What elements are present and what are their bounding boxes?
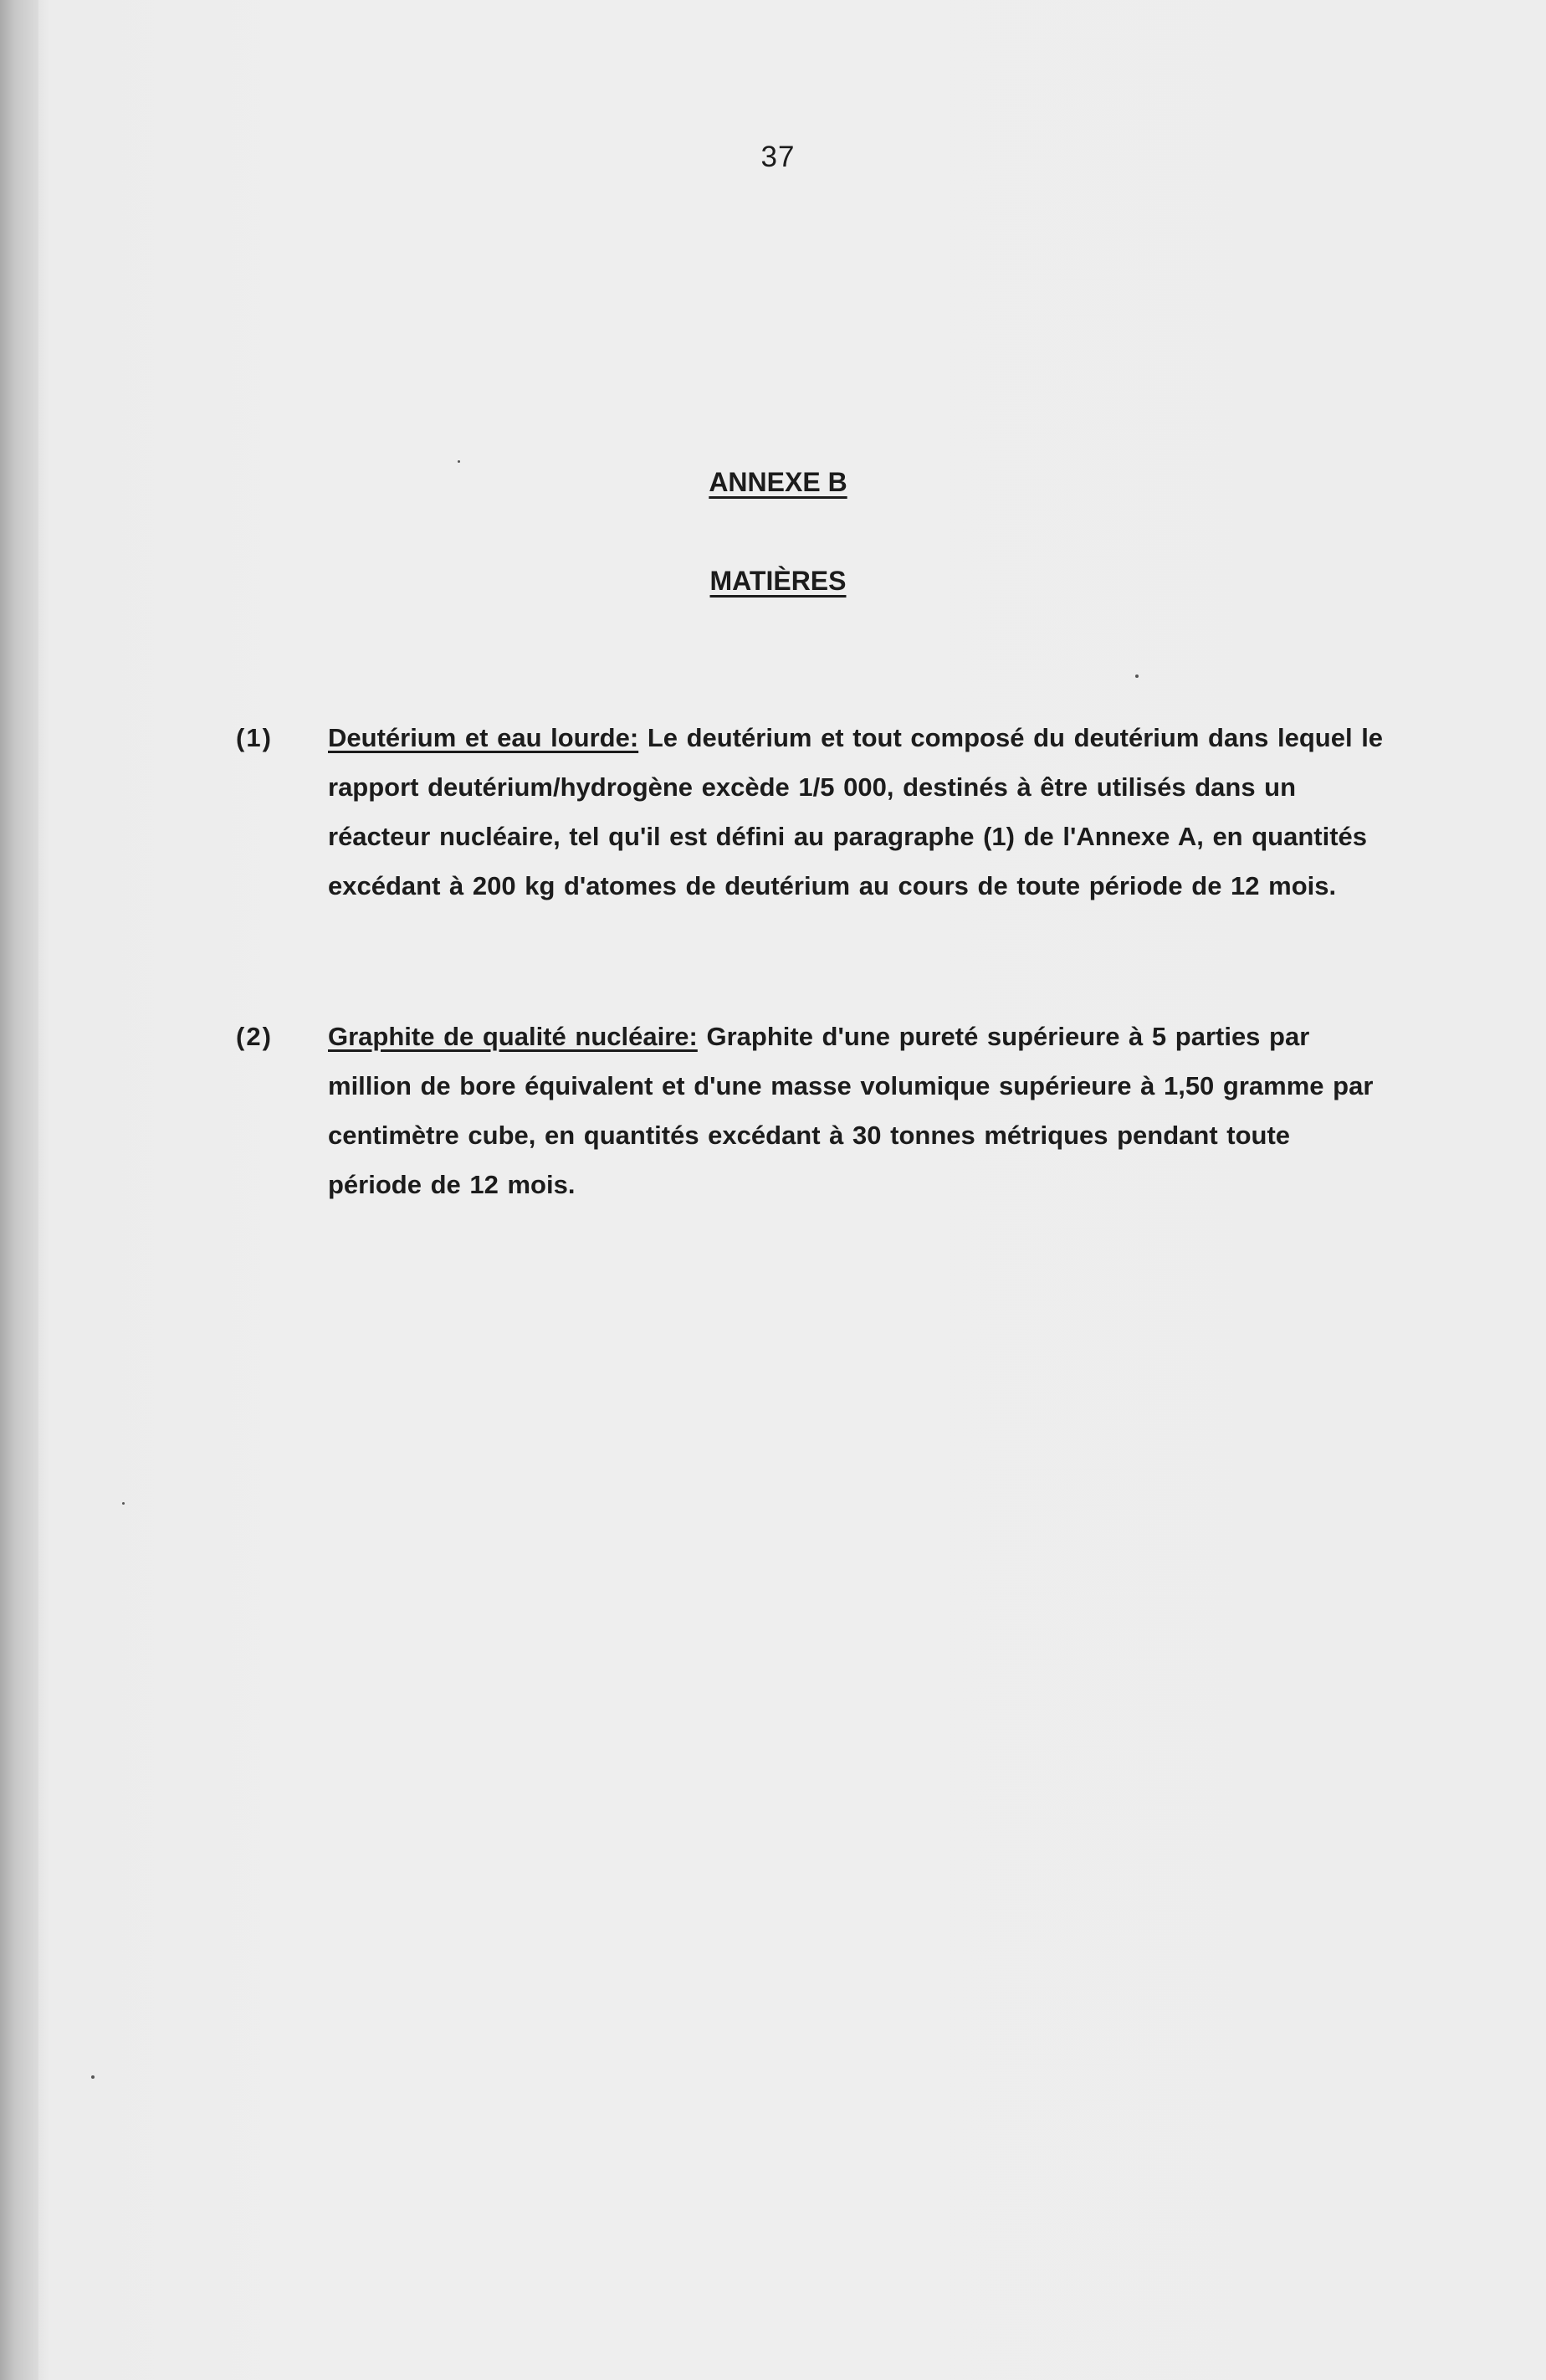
scan-speck <box>458 460 460 463</box>
page-number: 37 <box>760 141 796 173</box>
section-title: MATIÈRES <box>709 566 847 596</box>
clause-number: (2) <box>236 1022 273 1051</box>
clause-term: Deutérium et eau lourde: <box>328 723 639 752</box>
clause-number: (1) <box>236 723 273 752</box>
clause-body <box>328 1012 1390 1209</box>
annex-title: ANNEXE B <box>709 467 847 497</box>
scan-speck <box>1135 675 1139 678</box>
binding-edge <box>0 0 38 2380</box>
clause-term: Graphite de qualité nucléaire: <box>328 1022 698 1051</box>
clause-text: Le deutérium et tout composé du deutérium dans lequel le rapport deutérium/hydrogène excède 1/5 000, destinés à être utilisés dans un réacteur nucléaire, tel qu'il est défini au paragraphe (1) de l'Annexe A, en quantités excédant à 200 kg d'atomes de deutérium au cours de toute période de 12 mois. <box>328 723 1384 900</box>
scan-speck <box>91 2075 95 2079</box>
clause-body <box>328 713 1390 910</box>
clause-text: Graphite d'une pureté supérieure à 5 parties par million de bore équivalent et d'une masse volumique supérieure à 1,50 gramme par centimètre cube, en quantités excédant à 30 tonnes métriques pendant toute période de 12 mois. <box>328 1022 1374 1199</box>
scan-speck <box>122 1502 125 1505</box>
